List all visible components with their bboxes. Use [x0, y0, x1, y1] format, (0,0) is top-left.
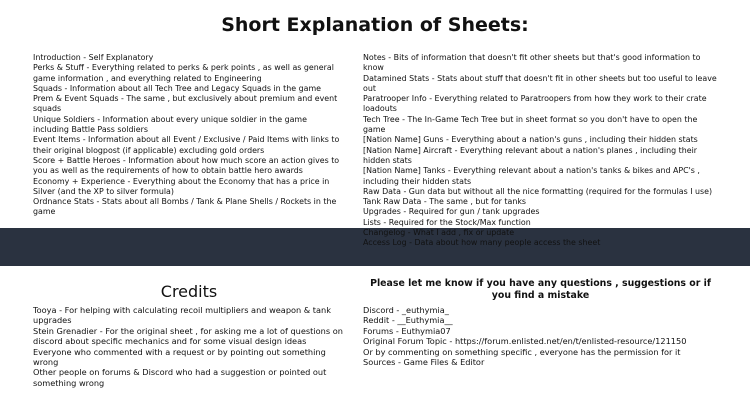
- credits-title: Credits: [160, 282, 218, 301]
- sheet-list-left: [33, 53, 345, 218]
- sheet-item-lists: Lists - Required for the Stock/Max function: [363, 217, 531, 227]
- sheet-item-raw-data: Raw Data - Gun data but without all the nice formatting (required for the formulas I use): [363, 186, 713, 196]
- credits-list: [33, 305, 345, 388]
- contact-comment-note: Or by commenting on something specific , everyone has the permission for it: [363, 346, 681, 357]
- sheet-item-tech-tree: Tech Tree - The In-Game Tech Tree but in sheet format so you don't have to open the game: [363, 114, 698, 135]
- credit-item: Everyone who commented with a request or by pointing out something wrong: [33, 346, 326, 368]
- sheet-item-notes: Notes - Bits of information that doesn't fit other sheets but that's good information to know: [363, 53, 701, 73]
- credit-item: Stein Grenadier - For the original sheet , for asking me a lot of questions on discord about specific mechanics and for some visual design ideas: [33, 325, 343, 347]
- contact-sources: Sources - Game Files & Editor: [363, 357, 485, 368]
- sheet-item-access-log: Access Log - Data about how many people access the sheet: [363, 238, 601, 248]
- sheet-item-nation-guns: [Nation Name] Guns - Everything about a nation's guns , including their hidden stats: [363, 135, 698, 145]
- contact-list: [363, 305, 718, 367]
- sheet-item-paratrooper-info: Paratrooper Info - Everything related to Paratroopers from how they work to their crate loadouts: [363, 94, 707, 114]
- sheet-item-score-battle-heroes: Score + Battle Heroes - Information about how much score an action gives to you as well as the requirements of how to obtain battle hero awards: [33, 155, 340, 176]
- sheet-item-prem-event-squads: Prem & Event Squads - The same , but exclusively about premium and event squads: [33, 94, 338, 114]
- credit-item: Tooya - For helping with calculating recoil multipliers and weapon & tank upgrades: [33, 305, 331, 326]
- page-title: Short Explanation of Sheets:: [221, 14, 529, 36]
- sheet-item-upgrades: Upgrades - Required for gun / tank upgrades: [363, 207, 540, 217]
- sheet-item-event-items: Event Items - Information about all Event / Exclusive / Paid Items with links to their original blogpost (if applicable) excluding gold orders: [33, 135, 340, 155]
- sheet-item-unique-soldiers: Unique Soldiers - Information about every unique soldier in the game including Battle Pass soldiers: [33, 114, 307, 135]
- contact-title: Please let me know if you have any questions , suggestions or if you find a mistake: [370, 278, 711, 301]
- sheet-item-nation-tanks: [Nation Name] Tanks - Everything relevant about a nation's tanks & bikes and APC's , including their hidden stats: [363, 166, 700, 186]
- sheet-item-introduction: Introduction - Self Explanatory: [33, 53, 154, 62]
- sheet-item-economy-experience: Economy + Experience - Everything about the Economy that has a price in Silver (and the XP to silver formula): [33, 176, 330, 196]
- contact-forums: Forums - Euthymia07: [363, 325, 451, 336]
- sheet-item-squads: Squads - Information about all Tech Tree and Legacy Squads in the game: [33, 83, 322, 93]
- contact-discord: Discord - _euthymia_: [363, 305, 449, 315]
- sheet-item-nation-aircraft: [Nation Name] Aircraft - Everything relevant about a nation's planes , including their hidden stats: [363, 145, 698, 165]
- sheet-item-datamined-stats: Datamined Stats - Stats about stuff that doesn't fit in other sheets but too useful to leave out: [363, 73, 717, 93]
- sheet-item-perks: Perks & Stuff - Everything related to perks & perk points , as well as general game information , and everything related to Engineering: [33, 63, 334, 83]
- contact-reddit: Reddit - __Euthymia__: [363, 315, 453, 326]
- sheet-list-right: [363, 53, 718, 249]
- sheet-item-changelog: Changelog - What I add , fix or update: [363, 228, 515, 238]
- credit-item: Other people on forums & Discord who had a suggestion or pointed out something wrong: [33, 367, 327, 388]
- sheet-item-ordnance-stats: Ordnance Stats - Stats about all Bombs / Tank & Plane Shells / Rockets in the game: [33, 197, 337, 217]
- sheet-item-tank-raw-data: Tank Raw Data - The same , but for tanks: [363, 197, 527, 207]
- contact-forum-topic-link[interactable]: Original Forum Topic - https://forum.enlisted.net/en/t/enlisted-resource/121150: [363, 336, 687, 347]
